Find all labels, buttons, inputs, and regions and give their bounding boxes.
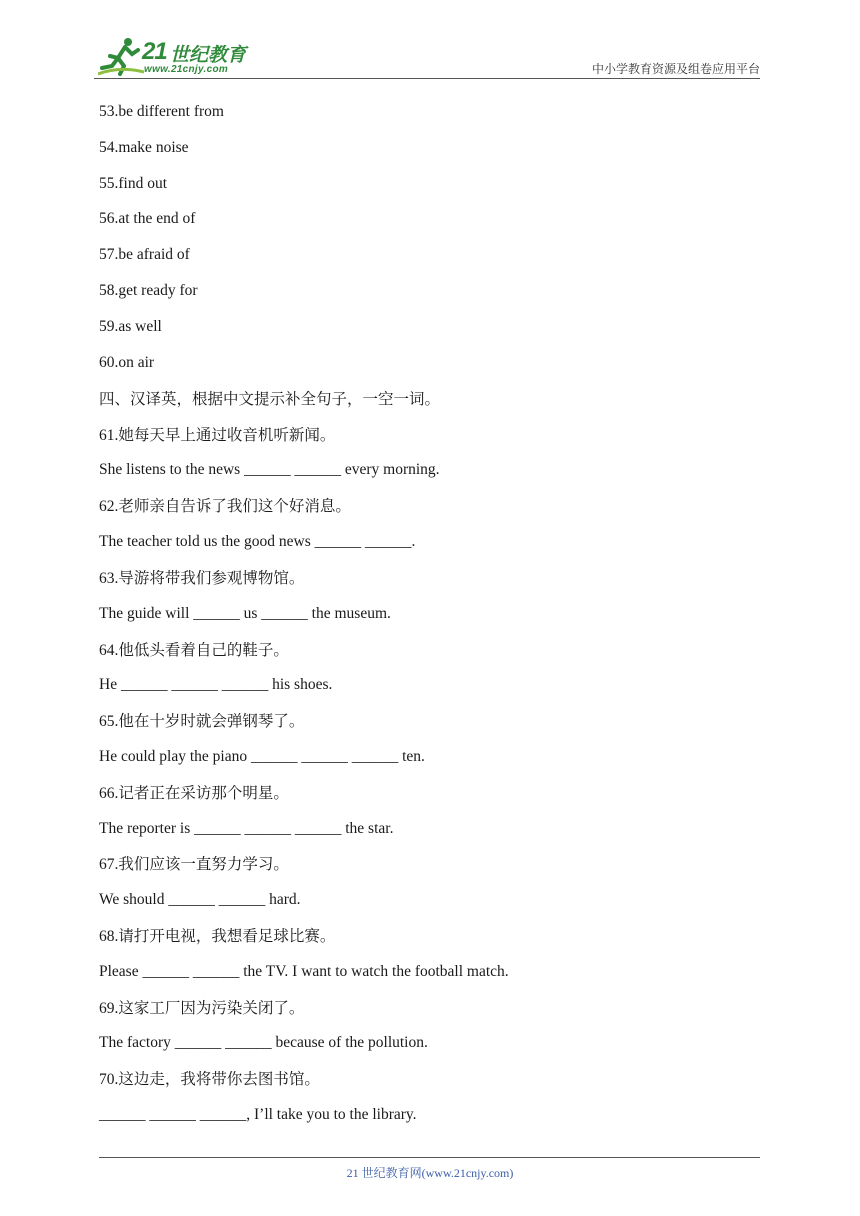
question-prompt: 70.这边走，我将带你去图书馆。 [99, 1070, 320, 1088]
page-footer: 21 世纪教育网(www.21cnjy.com) [346, 1166, 514, 1180]
phrase-item: 60.on air [99, 354, 155, 371]
question-sentence: The reporter is ______ ______ ______ the star. [99, 820, 394, 837]
page-header [94, 34, 760, 80]
phrase-item: 56.at the end of [99, 210, 196, 227]
phrase-item: 57.be afraid of [99, 246, 190, 263]
question-sentence: Please ______ ______ the TV. I want to watch the football match. [99, 963, 509, 980]
logo [94, 34, 264, 78]
header-divider [94, 78, 760, 79]
platform-name: 中小学教育资源及组卷应用平台 [591, 62, 760, 76]
question-sentence: The guide will ______ us ______ the museum. [99, 605, 391, 622]
question-prompt: 65.他在十岁时就会弹钢琴了。 [99, 712, 305, 730]
section-title: 四、汉译英，根据中文提示补全句子，一空一词。 [99, 390, 441, 408]
footer-divider [99, 1157, 760, 1158]
question-sentence: ______ ______ ______, I’ll take you to the library. [99, 1106, 417, 1123]
question-sentence: She listens to the news ______ ______ every morning. [99, 461, 440, 478]
question-prompt: 68.请打开电视，我想看足球比赛。 [99, 927, 336, 945]
phrase-item: 59.as well [99, 318, 162, 335]
question-prompt: 69.这家工厂因为污染关闭了。 [99, 999, 305, 1017]
logo-url: www.21cnjy.com [144, 64, 229, 75]
runner-logo-icon [98, 36, 144, 76]
question-prompt: 63.导游将带我们参观博物馆。 [99, 569, 305, 587]
question-prompt: 62.老师亲自告诉了我们这个好消息。 [99, 497, 351, 515]
phrase-item: 54.make noise [99, 139, 189, 156]
question-prompt: 61.她每天早上通过收音机听新闻。 [99, 426, 336, 444]
question-prompt: 67.我们应该一直努力学习。 [99, 855, 289, 873]
question-sentence: The factory ______ ______ because of the pollution. [99, 1034, 428, 1051]
question-prompt: 64.他低头看着自己的鞋子。 [99, 641, 289, 659]
logo-number: 21 [142, 38, 167, 65]
question-sentence: The teacher told us the good news ______ ______. [99, 533, 416, 550]
question-sentence: We should ______ ______ hard. [99, 891, 301, 908]
phrase-item: 55.find out [99, 175, 168, 192]
logo-text: 世纪教育 [170, 44, 247, 66]
question-prompt: 66.记者正在采访那个明星。 [99, 784, 289, 802]
question-sentence: He could play the piano ______ ______ ______ ten. [99, 748, 425, 765]
question-sentence: He ______ ______ ______ his shoes. [99, 676, 333, 693]
phrase-item: 53.be different from [99, 103, 224, 120]
phrase-item: 58.get ready for [99, 282, 198, 299]
